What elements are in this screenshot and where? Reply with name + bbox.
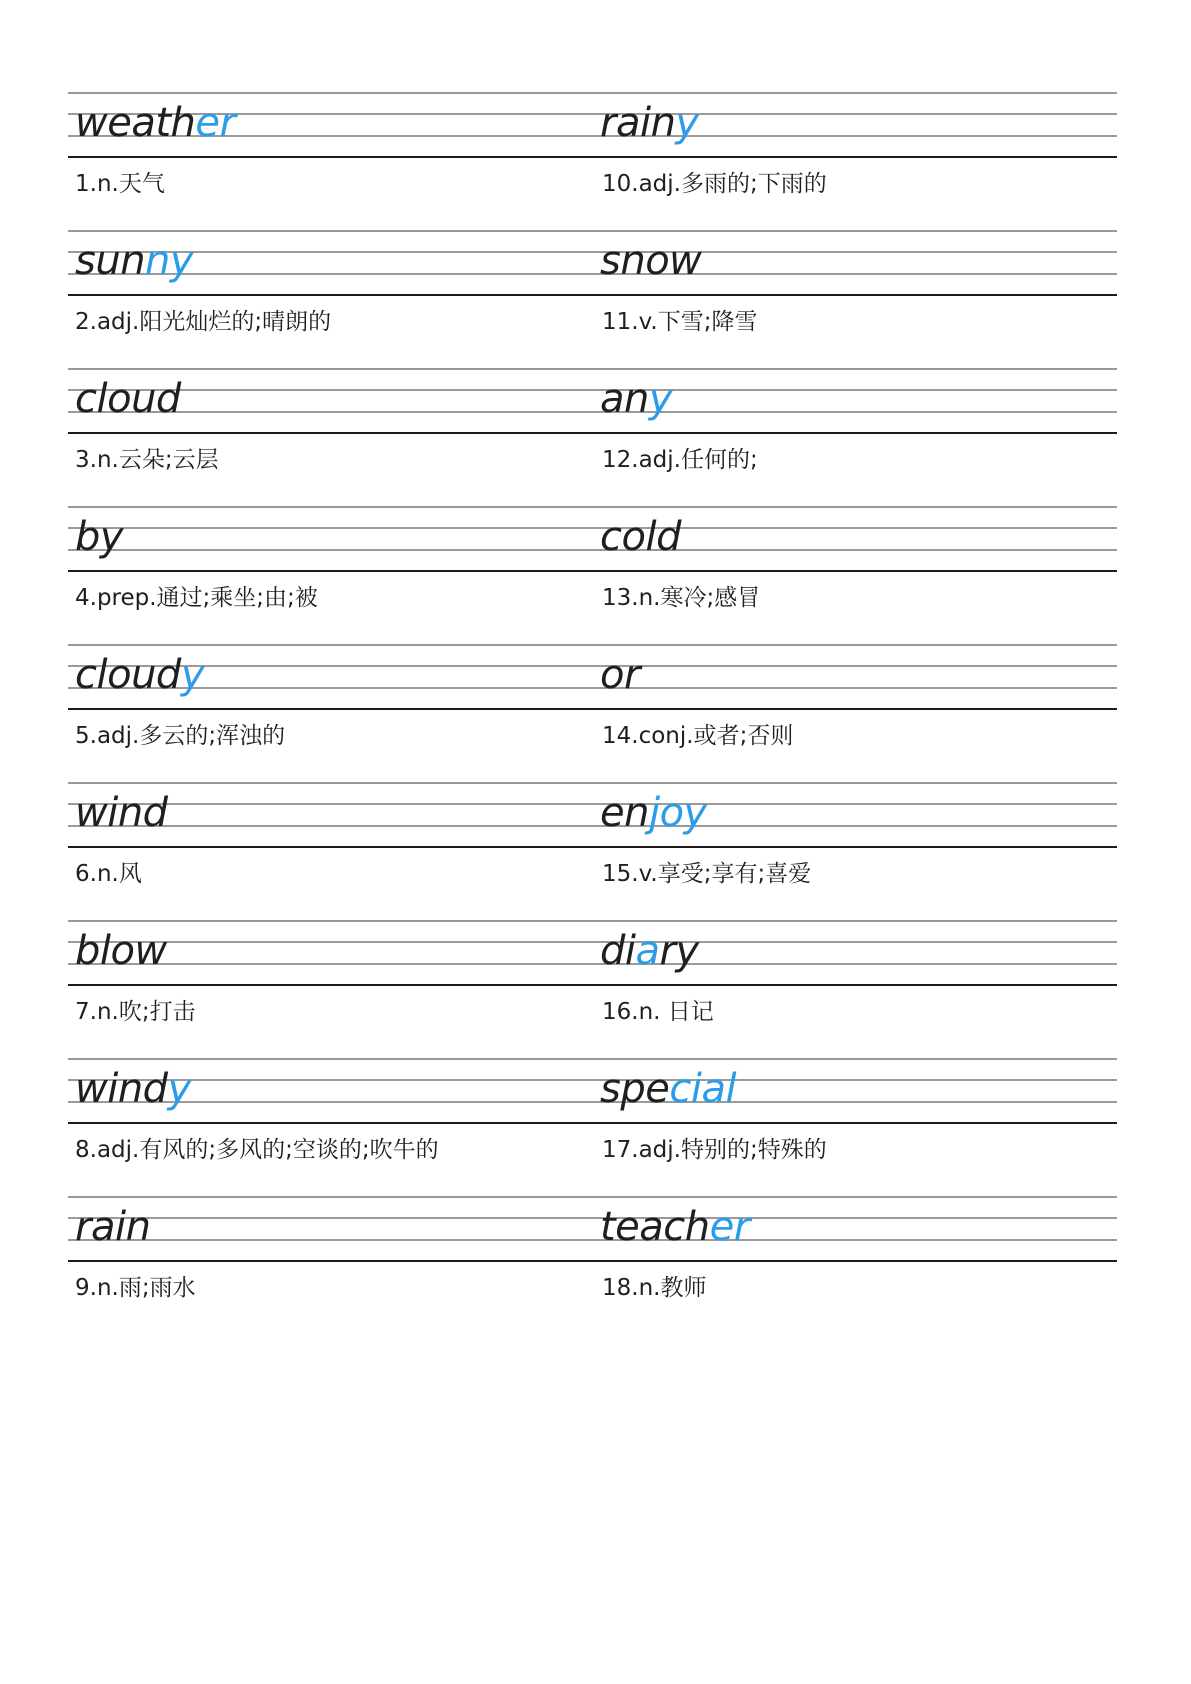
word-part: or bbox=[600, 652, 640, 698]
word-part-highlighted: joy bbox=[648, 790, 707, 836]
word-part: rain bbox=[75, 1204, 151, 1250]
word-part-highlighted: er bbox=[709, 1204, 750, 1250]
vocab-definition: 7.n.吹;打击 bbox=[75, 999, 196, 1025]
handwriting-guide-line bbox=[68, 920, 1117, 922]
vocab-row bbox=[68, 506, 1117, 644]
vocab-word-by bbox=[75, 506, 123, 568]
vocab-word-cold bbox=[600, 506, 681, 568]
word-part-highlighted: cial bbox=[669, 1066, 737, 1112]
word-part-highlighted: y bbox=[675, 100, 699, 146]
handwriting-guide-line bbox=[68, 803, 1117, 805]
handwriting-guide-line bbox=[68, 665, 1117, 667]
word-part: by bbox=[75, 514, 124, 560]
handwriting-guide-line bbox=[68, 963, 1117, 965]
vocab-definition: 4.prep.通过;乘坐;由;被 bbox=[75, 585, 318, 611]
vocab-definition: 6.n.风 bbox=[75, 861, 142, 887]
word-part: cloud bbox=[75, 652, 181, 698]
vocab-word-special bbox=[600, 1058, 736, 1120]
handwriting-guide-line bbox=[68, 411, 1117, 413]
handwriting-guide-line bbox=[68, 251, 1117, 253]
vocab-definition: 17.adj.特别的;特殊的 bbox=[602, 1137, 827, 1163]
vocab-word-cloudy bbox=[75, 644, 204, 706]
handwriting-guide-line bbox=[68, 389, 1117, 391]
vocab-definition: 12.adj.任何的; bbox=[602, 447, 758, 473]
handwriting-guide-line bbox=[68, 527, 1117, 529]
handwriting-guide-line bbox=[68, 506, 1117, 508]
handwriting-guide-line bbox=[68, 1196, 1117, 1198]
vocab-definition: 15.v.享受;享有;喜爱 bbox=[602, 861, 812, 887]
vocab-word-wind bbox=[75, 782, 168, 844]
vocab-row bbox=[68, 920, 1117, 1058]
handwriting-guide-line bbox=[68, 273, 1117, 275]
word-part: spe bbox=[600, 1066, 670, 1112]
handwriting-bottom-rule bbox=[68, 294, 1117, 296]
word-part: wind bbox=[75, 790, 168, 836]
word-part: cloud bbox=[75, 376, 181, 422]
vocab-word-sunny bbox=[75, 230, 193, 292]
handwriting-bottom-rule bbox=[68, 846, 1117, 848]
handwriting-guide-line bbox=[68, 825, 1117, 827]
word-part: ry bbox=[659, 928, 699, 974]
vocab-definition: 8.adj.有风的;多风的;空谈的;吹牛的 bbox=[75, 1137, 439, 1163]
handwriting-bottom-rule bbox=[68, 1122, 1117, 1124]
vocab-row bbox=[68, 368, 1117, 506]
vocab-definition: 14.conj.或者;否则 bbox=[602, 723, 794, 749]
vocab-word-any bbox=[600, 368, 672, 430]
vocab-definition: 13.n.寒冷;感冒 bbox=[602, 585, 761, 611]
vocab-row bbox=[68, 92, 1117, 230]
handwriting-guide-line bbox=[68, 1079, 1117, 1081]
vocab-definition: 3.n.云朵;云层 bbox=[75, 447, 219, 473]
word-part: wind bbox=[75, 1066, 168, 1112]
handwriting-bottom-rule bbox=[68, 432, 1117, 434]
vocab-row bbox=[68, 644, 1117, 782]
vocab-word-rain bbox=[75, 1196, 150, 1258]
vocab-word-windy bbox=[75, 1058, 191, 1120]
vocab-definition: 10.adj.多雨的;下雨的 bbox=[602, 171, 827, 197]
handwriting-guide-line bbox=[68, 1239, 1117, 1241]
vocab-word-diary bbox=[600, 920, 699, 982]
handwriting-guide-line bbox=[68, 230, 1117, 232]
vocab-definition: 2.adj.阳光灿烂的;晴朗的 bbox=[75, 309, 332, 335]
word-part: teach bbox=[600, 1204, 710, 1250]
vocab-word-enjoy bbox=[600, 782, 707, 844]
handwriting-guide-line bbox=[68, 549, 1117, 551]
handwriting-bottom-rule bbox=[68, 984, 1117, 986]
handwriting-guide-line bbox=[68, 1101, 1117, 1103]
word-part: blow bbox=[75, 928, 167, 974]
vocab-row bbox=[68, 782, 1117, 920]
handwriting-guide-line bbox=[68, 1217, 1117, 1219]
handwriting-bottom-rule bbox=[68, 1260, 1117, 1262]
word-part: snow bbox=[600, 238, 702, 284]
handwriting-guide-line bbox=[68, 941, 1117, 943]
vocab-definition: 9.n.雨;雨水 bbox=[75, 1275, 196, 1301]
handwriting-guide-line bbox=[68, 1058, 1117, 1060]
vocab-word-or bbox=[600, 644, 640, 706]
word-part: rain bbox=[600, 100, 676, 146]
handwriting-bottom-rule bbox=[68, 708, 1117, 710]
vocab-definition: 16.n. 日记 bbox=[602, 999, 714, 1025]
word-part: sun bbox=[75, 238, 146, 284]
word-part-highlighted: y bbox=[648, 376, 673, 422]
word-part-highlighted: ny bbox=[145, 238, 194, 284]
handwriting-guide-line bbox=[68, 687, 1117, 689]
vocab-row bbox=[68, 230, 1117, 368]
vocab-word-blow bbox=[75, 920, 167, 982]
vocab-definition: 1.n.天气 bbox=[75, 171, 165, 197]
vocab-word-weather bbox=[75, 92, 235, 154]
handwriting-guide-line bbox=[68, 368, 1117, 370]
vocab-definition: 11.v.下雪;降雪 bbox=[602, 309, 758, 335]
word-part: an bbox=[600, 376, 649, 422]
word-part-highlighted: er bbox=[195, 100, 236, 146]
word-part: en bbox=[600, 790, 649, 836]
handwriting-bottom-rule bbox=[68, 156, 1117, 158]
word-part: di bbox=[600, 928, 636, 974]
word-part-highlighted: a bbox=[635, 928, 660, 974]
handwriting-bottom-rule bbox=[68, 570, 1117, 572]
vocab-word-cloud bbox=[75, 368, 181, 430]
word-part: weath bbox=[75, 100, 196, 146]
vocab-row bbox=[68, 1196, 1117, 1334]
word-part: cold bbox=[600, 514, 681, 560]
word-part-highlighted: y bbox=[167, 1066, 191, 1112]
handwriting-guide-line bbox=[68, 782, 1117, 784]
vocab-word-snow bbox=[600, 230, 701, 292]
word-part-highlighted: y bbox=[180, 652, 204, 698]
vocab-row bbox=[68, 1058, 1117, 1196]
vocab-definition: 18.n.教师 bbox=[602, 1275, 707, 1301]
handwriting-guide-line bbox=[68, 644, 1117, 646]
vocab-definition: 5.adj.多云的;浑浊的 bbox=[75, 723, 286, 749]
vocab-word-teacher bbox=[600, 1196, 750, 1258]
vocab-word-rainy bbox=[600, 92, 699, 154]
